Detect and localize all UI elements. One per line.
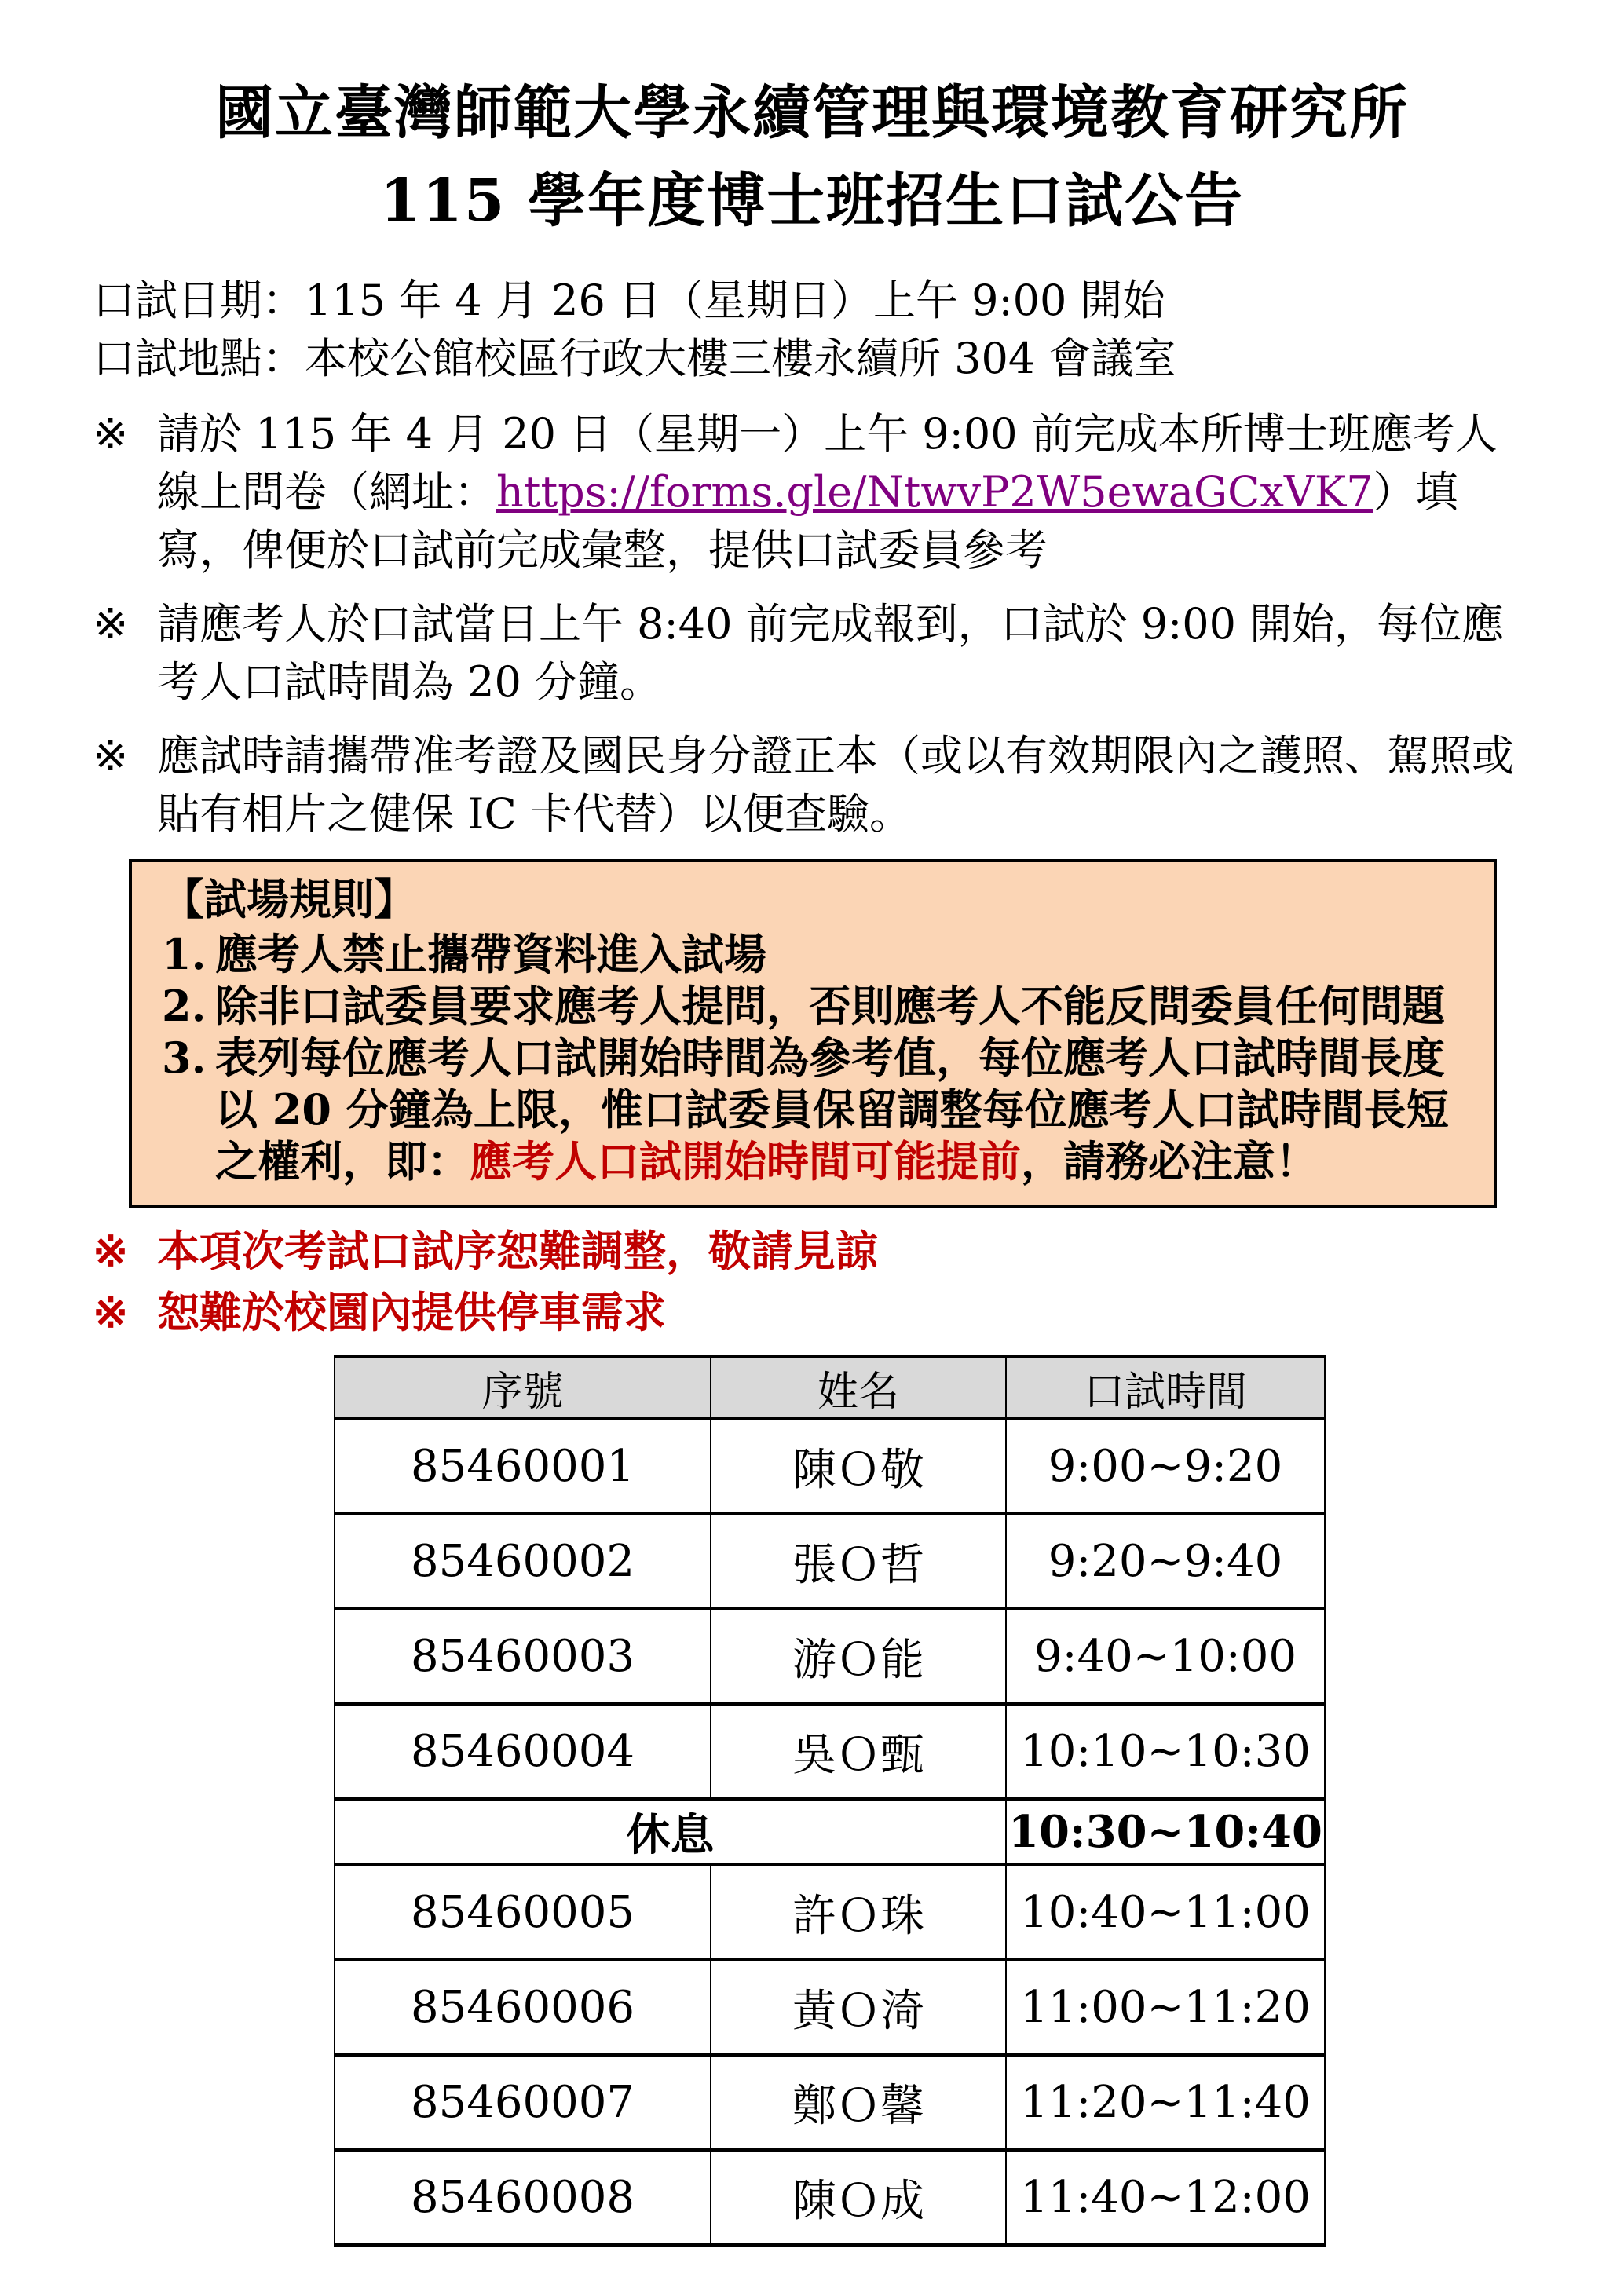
notes-section (93, 405, 1531, 843)
seat-number-cell: 85460007 (335, 2055, 711, 2150)
red-note-no-parking (93, 1283, 1531, 1341)
rule-2-text: 除非口試委員要求應考人提問，否則應考人不能反問委員任何問題 (215, 981, 1445, 1031)
table-row (335, 2150, 1325, 2245)
table-row (335, 1960, 1325, 2055)
break-row (335, 1799, 1325, 1865)
break-label-cell: 休息 (335, 1799, 1006, 1865)
header-interview-time: 口試時間 (1006, 1357, 1325, 1419)
red-note-order-fixed-text: 本項次考試口試序恕難調整，敬請見諒 (157, 1226, 878, 1276)
exam-room-rules-box (129, 859, 1497, 1208)
table-row (335, 1514, 1325, 1609)
table-row (335, 1419, 1325, 1514)
time-cell: 9:40~10:00 (1006, 1609, 1325, 1704)
table-row (335, 1704, 1325, 1799)
seat-number-cell: 85460001 (335, 1419, 711, 1514)
page-title-line1: 國立臺灣師範大學永續管理與環境教育研究所 (215, 79, 1409, 147)
red-note-marker: ※ (93, 1226, 129, 1276)
rule-item-1 (162, 928, 1472, 980)
rule-3-text-part2: ，請務必注意！ (1021, 1136, 1318, 1186)
exam-date-line: 口試日期：115 年 4 月 26 日（星期日）上午 9:00 開始 (93, 276, 1165, 325)
time-cell: 11:20~11:40 (1006, 2055, 1325, 2150)
name-cell: 吳Ｏ甄 (711, 1704, 1006, 1799)
note-marker: ※ (93, 599, 129, 649)
rule-item-2 (162, 980, 1472, 1032)
seat-number-cell: 85460006 (335, 1960, 711, 2055)
time-cell: 9:00~9:20 (1006, 1419, 1325, 1514)
rule-3-number: 3. (162, 1033, 207, 1083)
rule-1-text: 應考人禁止攜帶資料進入試場 (215, 929, 766, 979)
seat-number-cell: 85460005 (335, 1865, 711, 1960)
red-note-order-fixed (93, 1222, 1531, 1280)
seat-number-cell: 85460003 (335, 1609, 711, 1704)
name-cell: 陳Ｏ成 (711, 2150, 1006, 2245)
name-cell: 鄭Ｏ馨 (711, 2055, 1006, 2150)
note-online-form (93, 405, 1531, 579)
rule-2-number: 2. (162, 981, 207, 1031)
seat-number-cell: 85460008 (335, 2150, 711, 2245)
rules-box-title: 【試場規則】 (162, 874, 416, 924)
interview-schedule-table (334, 1355, 1326, 2247)
note-online-form-text-after: ）填寫，俾便於口試前完成彙整，提供口試委員參考 (157, 467, 1458, 575)
form-link[interactable]: https://forms.gle/NtwvP2W5ewaGCxVK7 (496, 467, 1373, 517)
note-checkin-text: 請應考人於口試當日上午 8:40 前完成報到，口試於 9:00 開始，每位應考人口試時間為 20 分鐘。 (157, 599, 1505, 707)
header-name: 姓名 (711, 1357, 1006, 1419)
time-cell: 10:10~10:30 (1006, 1704, 1325, 1799)
red-note-no-parking-text: 恕難於校園內提供停車需求 (157, 1287, 666, 1337)
rule-3-text-part1: 表列每位應考人口試開始時間為參考值，每位應考人口試時間長度以 20 分鐘為上限，惟口試委員保留調整每位應考人口試時間長短之權利，即： (215, 1033, 1449, 1186)
note-id-documents (93, 727, 1531, 843)
name-cell: 陳Ｏ敬 (711, 1419, 1006, 1514)
seat-number-cell: 85460002 (335, 1514, 711, 1609)
rule-item-3 (162, 1032, 1472, 1187)
break-time-cell: 10:30~10:40 (1006, 1799, 1325, 1865)
name-cell: 張Ｏ哲 (711, 1514, 1006, 1609)
red-notes-section (93, 1222, 1531, 1341)
name-cell: 游Ｏ能 (711, 1609, 1006, 1704)
page-title-line2: 115 學年度博士班招生口試公告 (379, 167, 1245, 235)
table-row (335, 1609, 1325, 1704)
page-title (93, 69, 1531, 245)
table-row (335, 2055, 1325, 2150)
time-cell: 11:00~11:20 (1006, 1960, 1325, 2055)
time-cell: 9:20~9:40 (1006, 1514, 1325, 1609)
header-seat-number: 序號 (335, 1357, 711, 1419)
name-cell: 黃Ｏ渏 (711, 1960, 1006, 2055)
seat-number-cell: 85460004 (335, 1704, 711, 1799)
table-header-row (335, 1357, 1325, 1419)
name-cell: 許Ｏ珠 (711, 1865, 1006, 1960)
exam-info (93, 272, 1531, 388)
red-note-marker: ※ (93, 1287, 129, 1337)
note-marker: ※ (93, 409, 129, 459)
table-row (335, 1865, 1325, 1960)
note-online-form-text-before: 請於 115 年 4 月 20 日（星期一）上午 9:00 前完成本所博士班應考人線上問卷（網址： (157, 409, 1498, 517)
exam-location-line: 口試地點：本校公館校區行政大樓三樓永續所 304 會議室 (93, 334, 1176, 383)
note-id-documents-text: 應試時請攜帶准考證及國民身分證正本（或以有效期限內之護照、駕照或貼有相片之健保 IC 卡代替）以便查驗。 (157, 731, 1514, 839)
rule-3-red-warning: 應考人口試開始時間可能提前 (470, 1136, 1021, 1186)
note-checkin (93, 595, 1531, 711)
time-cell: 11:40~12:00 (1006, 2150, 1325, 2245)
note-marker: ※ (93, 731, 129, 781)
time-cell: 10:40~11:00 (1006, 1865, 1325, 1960)
rule-1-number: 1. (162, 929, 207, 979)
